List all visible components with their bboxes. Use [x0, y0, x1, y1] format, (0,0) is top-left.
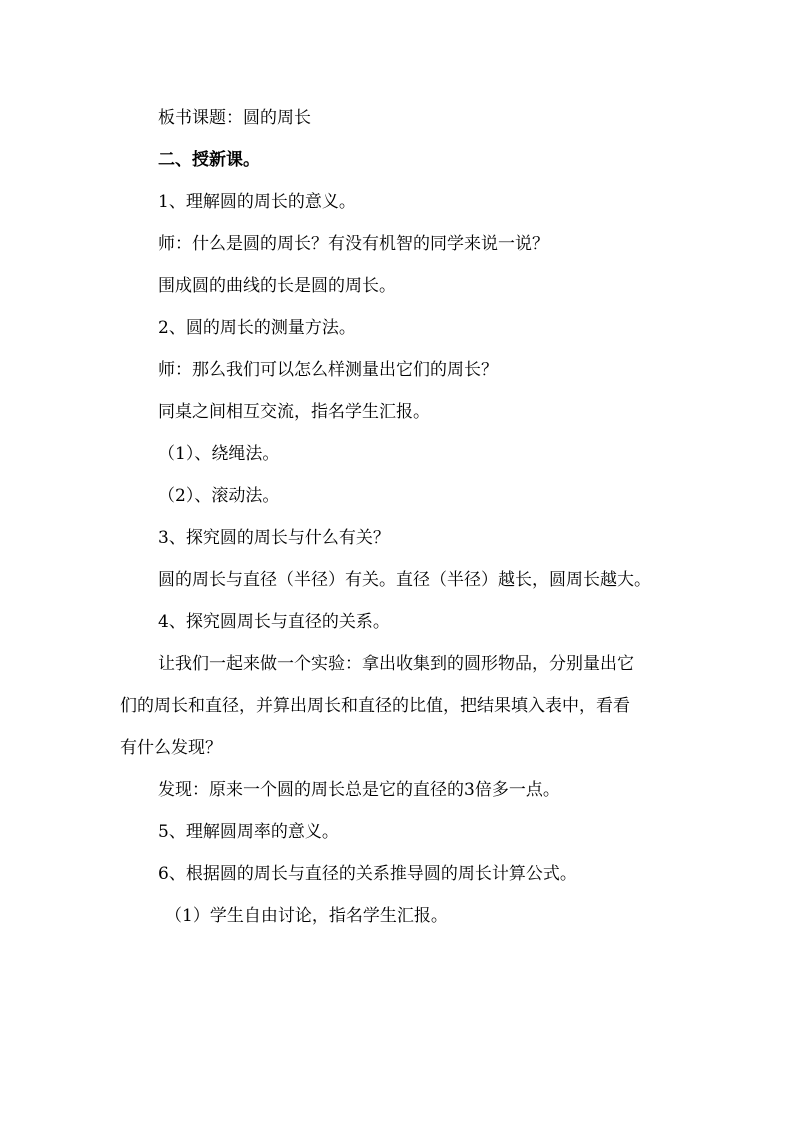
method-2: （2）、滚动法。 [158, 486, 280, 506]
section-heading: 二、授新课。 [158, 150, 260, 170]
teacher-question-2: 师：那么我们可以怎么样测量出它们的周长？ [158, 360, 498, 380]
discovery-line: 发现：原来一个圆的周长总是它的直径的3倍多一点。 [158, 780, 560, 800]
discussion-line: 同桌之间相互交流，指名学生汇报。 [158, 402, 430, 422]
step-6: 6、根据圆的周长与直径的关系推导圆的周长计算公式。 [158, 864, 577, 884]
step-3: 3、探究圆的周长与什么有关？ [158, 528, 390, 548]
experiment-paragraph-line-1: 让我们一起来做一个实验：拿出收集到的圆形物品，分别量出它 [158, 654, 634, 674]
experiment-paragraph-line-2: 们的周长和直径，并算出周长和直径的比值，把结果填入表中，看看 [120, 696, 630, 716]
experiment-paragraph-line-3: 有什么发现？ [120, 738, 222, 758]
definition-line: 围成圆的曲线的长是圆的周长。 [158, 276, 396, 296]
substep-1: （1）学生自由讨论，指名学生汇报。 [165, 906, 448, 926]
step-4: 4、探究圆周长与直径的关系。 [158, 612, 390, 632]
board-title-line: 板书课题：圆的周长 [158, 108, 311, 128]
step-1: 1、理解圆的周长的意义。 [158, 192, 356, 212]
method-1: （1）、绕绳法。 [158, 444, 280, 464]
teacher-question-1: 师：什么是圆的周长？有没有机智的同学来说一说？ [158, 234, 549, 254]
step-5: 5、理解圆周率的意义。 [158, 822, 339, 842]
step-2: 2、圆的周长的测量方法。 [158, 318, 356, 338]
relation-line: 圆的周长与直径（半径）有关。直径（半径）越长，圆周长越大。 [158, 570, 651, 590]
